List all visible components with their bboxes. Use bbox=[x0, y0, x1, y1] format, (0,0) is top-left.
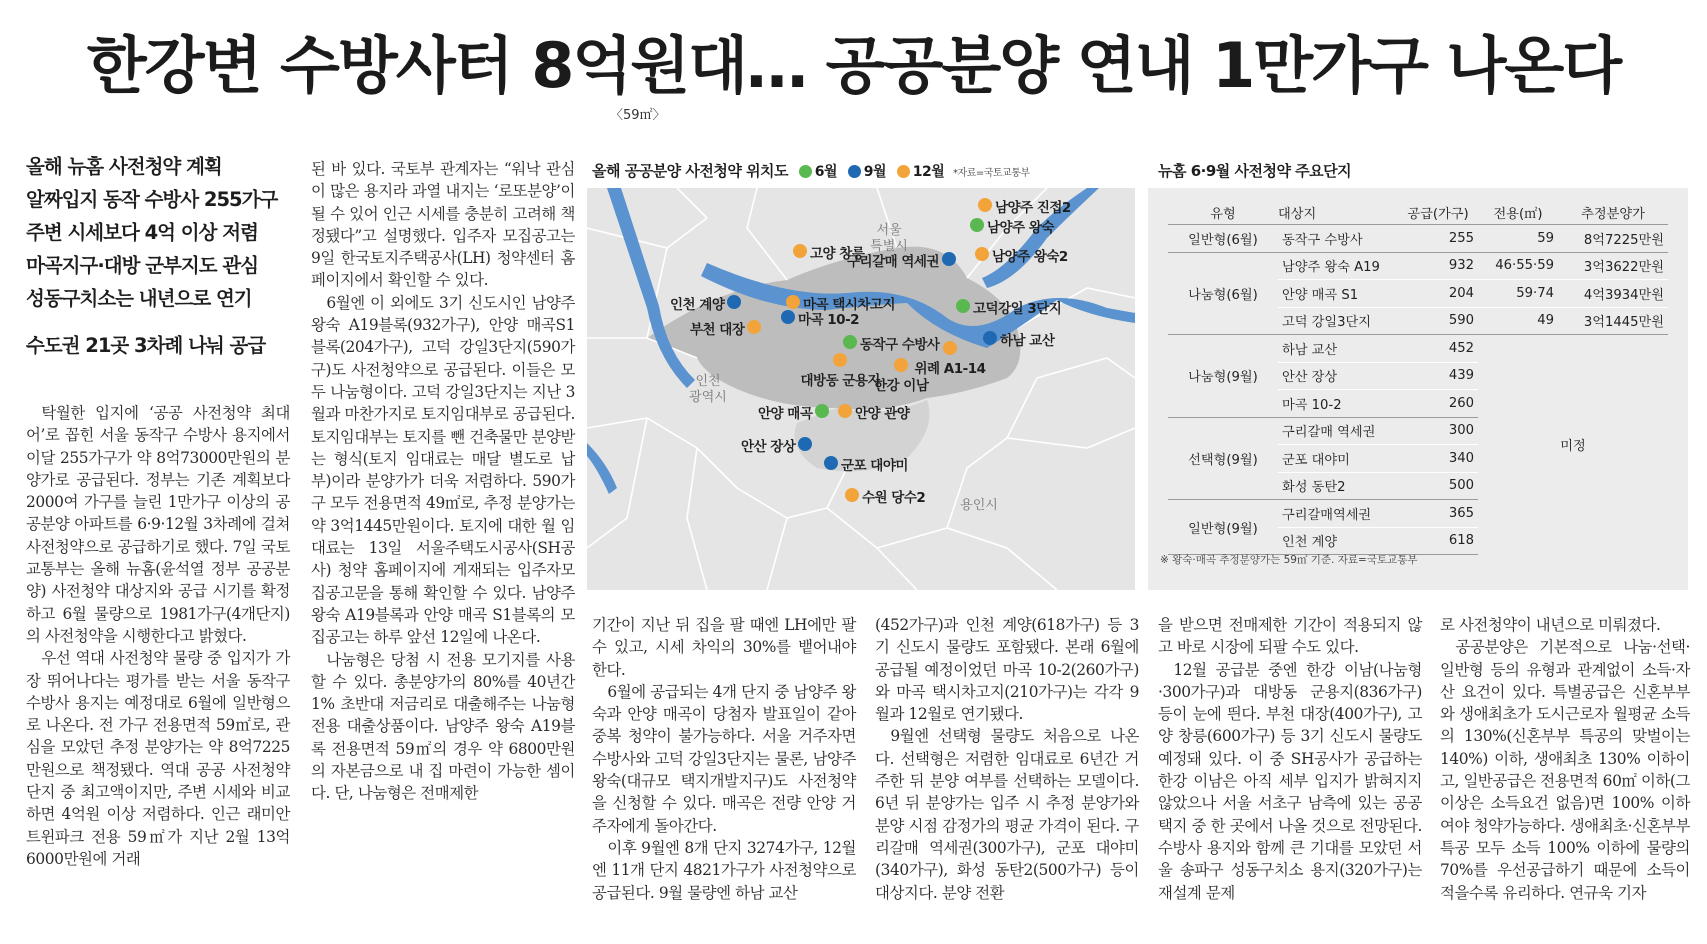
location-map bbox=[587, 188, 1135, 590]
table-cell: 군포 대야미 bbox=[1278, 445, 1398, 473]
map-pin-label: 안양 매곡 bbox=[758, 406, 813, 422]
map-title-row bbox=[592, 160, 1030, 181]
paragraph: 탁월한 입지에 ‘공공 사전청약 최대어’로 꼽힌 서울 동작구 수방사 용지에서 이달 255가구가 약 8억73000만원의 분양가로 공급된다. 정부는 기존 계획보다 2000여 가구를 늘린 1만가구 이상의 공공분양 아파트를 6·9·12월 3차례에 걸쳐 사전청약으로 공급하기로 했다. 7일 국토교통부는 올해 뉴홈(윤석열 정부 공공분양) 사전청약 대상지와 공급 시기를 확정하고 6월 물량으로 1981가구(4개단지)의 사전청약을 시행한다고 밝혔다. bbox=[26, 404, 290, 645]
map-pin-label: 한강 이남 bbox=[874, 378, 929, 394]
table-cell: 마곡 10-2 bbox=[1278, 390, 1398, 418]
table-cell: 932 bbox=[1398, 252, 1478, 280]
map-pin-label: 남양주 진접2 bbox=[995, 200, 1071, 216]
map-pin-icon bbox=[894, 358, 908, 372]
photo-tag: 〈59㎡〉 bbox=[610, 108, 666, 123]
article-column-3 bbox=[592, 614, 856, 904]
legend-label: 12월 bbox=[912, 164, 945, 180]
paragraph: 공공분양은 기본적으로 나눔·선택·일반형 등의 유형과 관계없이 소득·자산 요건이 있다. 특별공급은 신혼부부와 생애최초가 도시근로자 월평균 소득의 130%(신혼부부 특공의 맞벌이는 140%) 이하, 생애최초 130% 이하이고, 일반공급은 전용면적 60㎡ 이하(그 이상은 소득요건 없음)면 100% 이하여야 청약가능하다. 생애최초·신혼부부 특공 모두 소득 100% 이하에 물량의 70%를 우선공급하기 때문에 소득이 적을수록 유리하다. 연규욱 기자 bbox=[1440, 638, 1690, 902]
paragraph: (452가구)과 인천 계양(618가구) 등 3기 신도시 물량도 포함됐다. 본래 6월에 공급될 예정이었던 마곡 10-2(260가구)와 마곡 택시차고지(210가구)는 각각 9월과 12월로 연기됐다. bbox=[875, 616, 1139, 724]
table-group-cell: 일반형(9월) bbox=[1168, 500, 1278, 555]
table-cell: 59·74 bbox=[1478, 280, 1558, 308]
map-pin-icon bbox=[786, 295, 800, 309]
map-pin-label: 구리갈매 역세권 bbox=[847, 254, 939, 270]
table-cell: 화성 동탄2 bbox=[1278, 472, 1398, 500]
table-title: 뉴홈 6·9월 사전청약 주요단지 bbox=[1158, 162, 1352, 180]
map-pin-icon bbox=[815, 404, 829, 418]
map-pin-icon bbox=[833, 353, 847, 367]
map-pin-icon bbox=[956, 299, 970, 313]
legend-label: 9월 bbox=[863, 164, 887, 180]
map-pin-icon bbox=[845, 488, 859, 502]
table-cell: 59 bbox=[1478, 225, 1558, 253]
subhead: 주변 시세보다 4억 이상 저렴 bbox=[26, 221, 258, 244]
map-pin-icon bbox=[824, 456, 838, 470]
map-pin-label: 남양주 왕숙2 bbox=[992, 249, 1068, 265]
map-pin-icon bbox=[843, 335, 857, 349]
table-cell: 365 bbox=[1398, 500, 1478, 528]
region-label: 인천 광역시 bbox=[689, 374, 727, 405]
paragraph: 9월엔 선택형 물량도 처음으로 나온다. 선택형은 저렴한 임대료로 6년간 거주한 뒤 분양 여부를 선택하는 모델이다. 6년 뒤 분양가는 입주 시 추정 분양가와 분양 시점 감정가의 평균 가격이 된다. 구리갈매 역세권(300가구), 군포 대야미(340가구), 화성 동탄2(500가구) 등이 대상지다. 분양 전환 bbox=[875, 727, 1139, 902]
table-cell: 452 bbox=[1398, 335, 1478, 363]
table-cell: 340 bbox=[1398, 445, 1478, 473]
map-pin-label: 안양 관양 bbox=[855, 406, 910, 422]
table-row bbox=[1168, 252, 1668, 280]
map-pin-icon bbox=[727, 295, 741, 309]
undecided-cell: 미정 bbox=[1560, 439, 1586, 455]
map-source: *자료=국토교통부 bbox=[953, 168, 1030, 179]
table-cell: 500 bbox=[1398, 472, 1478, 500]
table-header-row bbox=[1168, 200, 1668, 225]
subhead: 수도권 21곳 3차례 나눠 공급 bbox=[26, 334, 266, 357]
article-column-6 bbox=[1440, 614, 1690, 904]
table-cell: 260 bbox=[1398, 390, 1478, 418]
legend-dot-green-icon bbox=[799, 165, 812, 178]
table-group-cell: 나눔형(9월) bbox=[1168, 335, 1278, 418]
paragraph: 을 받으면 전매제한 기간이 적용되지 않고 바로 시장에 되팔 수도 있다. bbox=[1158, 616, 1422, 657]
legend-dot-orange-icon bbox=[897, 165, 910, 178]
map-pin-label: 고양 창릉 bbox=[810, 246, 865, 262]
table-cell: 인천 계양 bbox=[1278, 527, 1398, 555]
paragraph: 기간이 지난 뒤 집을 팔 때엔 LH에만 팔 수 있고, 시세 차익의 30%를 뱉어내야 한다. bbox=[592, 616, 856, 679]
map-pin-label: 고덕강일 3단지 bbox=[973, 301, 1062, 317]
map-pin-icon bbox=[781, 310, 795, 324]
map-pin-label: 수원 당수2 bbox=[862, 490, 926, 506]
table-cell: 618 bbox=[1398, 527, 1478, 555]
map-pin-label: 마곡 택시차고지 bbox=[803, 297, 895, 313]
table-cell: 4억3934만원 bbox=[1558, 280, 1668, 308]
headline: 한강변 수방사터 8억원대… 공공분양 연내 1만가구 나온다 bbox=[86, 29, 1621, 102]
paragraph: 이후 9월엔 8개 단지 3274가구, 12월엔 11개 단지 4821가구가 사전청약으로 공급된다. 9월 물량엔 하남 교산 bbox=[592, 838, 856, 902]
map-pin-label: 동작구 수방사 bbox=[860, 337, 940, 353]
map-pin-icon bbox=[798, 437, 812, 451]
subhead: 성동구치소는 내년으로 연기 bbox=[26, 287, 252, 310]
table-cell: 구리갈매 역세권 bbox=[1278, 417, 1398, 445]
map-pin-icon bbox=[970, 218, 984, 232]
table-cell: 동작구 수방사 bbox=[1278, 225, 1398, 253]
article-column-2 bbox=[311, 158, 575, 805]
table-header: 공급(가구) bbox=[1398, 200, 1478, 225]
supply-table-box bbox=[1148, 188, 1688, 590]
map-pin-label: 남양주 왕숙 bbox=[987, 220, 1054, 236]
article-column-5 bbox=[1158, 614, 1422, 904]
article-column-1 bbox=[26, 402, 290, 870]
table-cell: 439 bbox=[1398, 362, 1478, 390]
map-pin-label: 하남 교산 bbox=[1000, 333, 1055, 349]
map-title: 올해 공공분양 사전청약 위치도 bbox=[592, 162, 789, 180]
map-pin-label: 대방동 군용지 bbox=[800, 373, 880, 389]
map-pin-icon bbox=[975, 247, 989, 261]
map-pin-icon bbox=[747, 320, 761, 334]
region-label: 서울 특별시 bbox=[870, 223, 908, 254]
subhead: 올해 뉴홈 사전청약 계획 bbox=[26, 155, 222, 178]
table-header: 유형 bbox=[1168, 200, 1278, 225]
table-cell: 구리갈매역세권 bbox=[1278, 500, 1398, 528]
map-pin-label: 마곡 10-2 bbox=[798, 312, 860, 328]
subhead: 마곡지구·대방 군부지도 관심 bbox=[26, 254, 259, 277]
map-pin-icon bbox=[838, 404, 852, 418]
legend-label: 6월 bbox=[814, 164, 838, 180]
table-cell: 46·55·59 bbox=[1478, 252, 1558, 280]
table-cell: 204 bbox=[1398, 280, 1478, 308]
map-pin-label: 군포 대야미 bbox=[841, 458, 908, 474]
subhead: 알짜입지 동작 수방사 255가구 bbox=[26, 188, 278, 211]
paragraph: 된 바 있다. 국토부 관계자는 “워낙 관심이 많은 용지라 과열 내지는 ‘로또분양’이 될 수 있어 인근 시세를 충분히 고려해 책정됐다”고 설명했다. 입주자 모집공고는 9일 한국토지주택공사(LH) 청약센터 홈페이지에서 확인할 수 있다. bbox=[311, 160, 575, 290]
table-group-cell: 나눔형(6월) bbox=[1168, 252, 1278, 335]
paragraph: 12월 공급분 중엔 한강 이남(나눔형·300가구)과 대방동 군용지(836가구) 등이 눈에 띈다. 부천 대장(400가구), 고양 창릉(600가구) 등 3기 신도시 물량도 예정돼 있다. 이 중 SH공사가 공급하는 한강 이남은 아직 세부 입지가 밝혀지지 않았으나 서울 서초구 남측에 있는 공공택지 중 한 곳에서 나올 것으로 전망된다. 수방사 용지와 함께 큰 기대를 모았던 서울 송파구 성동구치소 용지(320가구)는 재설계 문제 bbox=[1158, 660, 1422, 902]
table-header: 추정분양가 bbox=[1558, 200, 1668, 225]
map-pin-label: 안산 장상 bbox=[741, 439, 796, 455]
map-pin-icon bbox=[942, 252, 956, 266]
table-cell: 3억3622만원 bbox=[1558, 252, 1668, 280]
table-row bbox=[1168, 225, 1668, 253]
table-cell: 8억7225만원 bbox=[1558, 225, 1668, 253]
table-cell: 300 bbox=[1398, 417, 1478, 445]
map-pin-label: 부천 대장 bbox=[690, 322, 745, 338]
legend-dot-blue-icon bbox=[848, 165, 861, 178]
table-cell: 안양 매곡 S1 bbox=[1278, 280, 1398, 308]
map-pin-icon bbox=[983, 331, 997, 345]
subheads bbox=[26, 150, 291, 362]
map-pin-icon bbox=[793, 244, 807, 258]
paragraph: 우선 역대 사전청약 물량 중 입지가 가장 뛰어나다는 평가를 받는 서울 동작구 수방사 용지는 예정대로 6월에 일반형으로 나온다. 전 가구 전용면적 59㎡로, 관심을 모았던 추정 분양가는 약 8억7225만원으로 책정됐다. 역대 공공 사전청약 단지 중 최고액이지만, 주변 시세와 비교하면 4억원 이상 저렴하다. 인근 래미안트윈파크 전용 59㎡가 지난 2월 13억6000만원에 거래 bbox=[26, 649, 290, 868]
region-label: 용인시 bbox=[960, 498, 998, 513]
table-cell: 590 bbox=[1398, 307, 1478, 335]
map-pin-label: 위례 A1-14 bbox=[914, 361, 986, 377]
table-cell: 하남 교산 bbox=[1278, 335, 1398, 363]
table-header: 대상지 bbox=[1278, 200, 1398, 225]
table-row bbox=[1168, 335, 1668, 363]
table-header: 전용(㎡) bbox=[1478, 200, 1558, 225]
table-group-cell: 일반형(6월) bbox=[1168, 225, 1278, 253]
map-pin-label: 인천 계양 bbox=[670, 297, 725, 313]
table-cell: 255 bbox=[1398, 225, 1478, 253]
paragraph: 6월에 공급되는 4개 단지 중 남양주 왕숙과 안양 매곡이 당첨자 발표일이 같아 중복 청약이 불가능하다. 서울 거주자면 수방사와 고덕 강일3단지는 물론, 남양주 왕숙(대규모 택지개발지구)도 사전청약을 신청할 수 있다. 매곡은 전량 안양 거주자에게 돌아간다. bbox=[592, 682, 856, 835]
table-group-cell: 선택형(9월) bbox=[1168, 417, 1278, 500]
map-pin-icon bbox=[978, 198, 992, 212]
table-cell: 3억1445만원 bbox=[1558, 307, 1668, 335]
paragraph: 6월엔 이 외에도 3기 신도시인 남양주 왕숙 A19블록(932가구), 안양 매곡S1블록(204가구), 고덕 강일3단지(590가구)도 사전청약으로 공급된다. 이들은 모두 나눔형이다. 고덕 강일3단지는 지난 3월과 마찬가지로 토지임대부로 공급된다. 토지임대부는 토지를 뺀 건축물만 분양받는 형식(토지 임대료는 매달 별도로 납부)이라 분양가가 더욱 저렴하다. 590가구 모두 전용면적 49㎡로, 추정 분양가는 약 3억1445만원이다. 토지에 대한 월 임대료는 13일 서울주택도시공사(SH공사) 청약 홈페이지에 게재되는 입주자모집공고문을 통해 확인할 수 있다. 남양주 왕숙 A19블록과 안양 매곡 S1블록의 모집공고는 하루 앞선 12일에 나온다. bbox=[311, 293, 575, 647]
table-cell: 고덕 강일3단지 bbox=[1278, 307, 1398, 335]
map-pin-icon bbox=[943, 341, 957, 355]
paragraph: 로 사전청약이 내년으로 미뤄졌다. bbox=[1440, 616, 1661, 634]
table-cell: 남양주 왕숙 A19 bbox=[1278, 252, 1398, 280]
supply-table bbox=[1168, 200, 1668, 555]
table-cell: 안산 장상 bbox=[1278, 362, 1398, 390]
table-note: ※ 왕숙·매곡 추정분양가는 59㎡ 기준. 자료=국토교통부 bbox=[1160, 554, 1418, 566]
article-column-4 bbox=[875, 614, 1139, 904]
paragraph: 나눔형은 당첨 시 전용 모기지를 사용할 수 있다. 총분양가의 80%를 40년간 1% 초반대 저금리로 대출해주는 나눔형 전용 대출상품이다. 남양주 왕숙 A19블록 전용면적 59㎡의 경우 약 6800만원의 자본금으로 내 집 마련이 가능한 셈이다. 단, 나눔형은 전매제한 bbox=[311, 650, 575, 803]
table-cell: 49 bbox=[1478, 307, 1558, 335]
